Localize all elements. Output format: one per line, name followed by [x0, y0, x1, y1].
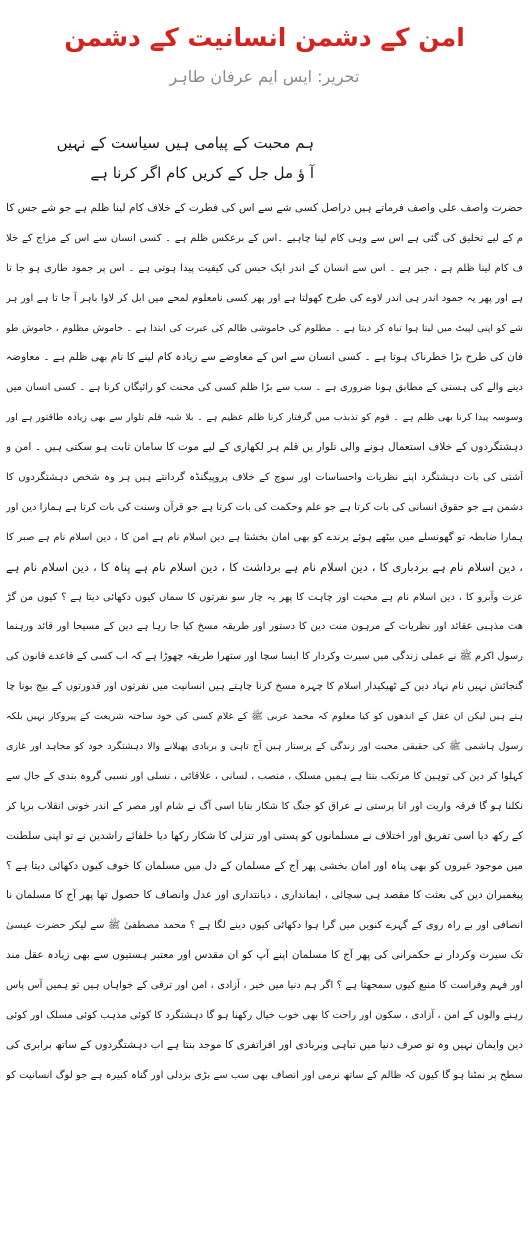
body-line: ھت مذہبی عقائد اور نظریات کے مرہون منت دین کا دستور اور طریقہ مسخ کیا جا رہا ہے دین کے مسیحا اور قائد ورہنما — [6, 621, 523, 633]
body-line: ہے اور پھر یہ جمود اندر ہی اندر لاوے کی طرح کھولتا ہے اور پھر کسی نامعلوم لمحے میں ابل کر لاوا باہر آ جا تا ہے اور ہر — [6, 292, 523, 304]
body-line: تک سیرت وکردار نے حکمرانی کی پھر آج کا مسلمان اپنے آپ کو ان مقدس اور معتبر ہستیوں سے بھی زیادہ عقل مند — [6, 949, 523, 962]
body-line: حضرت واصف علی واصف فرماتے ہیں دراصل کسی شے سے اس کی فطرت کے خلاف کام لینا ظلم ہے جو شے جس کا — [6, 202, 523, 214]
article-body — [6, 194, 523, 1091]
body-line: شے کو اپنی لپیٹ میں لیتا ہوا تباہ کر دیتا ہے ۔ مظلوم کی خاموشی ظالم کی عبرت کی ابتدا ہے ۔ خاموش مظلوم ، خاموش طو — [6, 322, 523, 334]
body-line: گنجائش نہیں نام نہاد دین کے ٹھیکیدار اسلام کا چہرہ مسخ کرنا چاہتے ہیں انسانیت میں نفرتوں اور قدورتوں کے بیج بونا چا — [6, 681, 523, 693]
body-line: ف کام لینا ظلم ہے ، جبر ہے ۔ اس سے انسان کے اندر ایک حبس کی کیفیت پیدا ہوتی ہے ۔ اس پر جمود طاری ہو جا تا — [6, 262, 523, 274]
body-line: ہمارا ضابطہ تو گھونسلے میں بیٹھے ہوئے پرندے کو بھی امان بخشتا ہے دین اسلام نام ہے امن کا ، دین اسلام نام ہے صبر کا — [6, 531, 523, 543]
body-line: دہشتگردوں کے خلاف استعمال ہونے والی تلوار یں قلم ہر لکھاری کے لیے موت کا سامان ثابت ہو سکتی ہیں ۔ امن و — [6, 441, 523, 454]
body-line: اور فہم وفراست کا منبع کیوں سمجھتا ہے ؟ اگر ہم دنیا میں خیر ، آزادی ، امن اور ترقی کے خواہاں ہیں تو ہمیں آس پاس — [6, 980, 523, 992]
body-line: رسول اکرم ﷺ نے عملی زندگی میں سیرت وکردار کا ایسا سچا اور ستھرا طریقہ چھوڑا ہے کہ اب کسی کے قاعدے قانون کی — [6, 651, 523, 663]
body-line: دشمن ہے جو حقوق انسانی کی بات کرتا ہے جو علم وحکمت کی بات کرتا ہے جو قرآن وسنت کی بات کرتا ہے ہمارا دین اور — [6, 501, 523, 513]
body-line: رسول ہاشمی ﷺ کی حقیقی محبت اور زندگی کے پرستار ہیں آج تاہی و بربادی پھیلانے والا دہشتگرد خود کو مجاہد اور غازی — [6, 741, 523, 753]
article-title: امن کے دشمن انسانیت کے دشمن — [64, 23, 465, 52]
body-line: ہتے ہیں لیکن ان عقل کے اندھوں کو کیا معلوم کہ محمد عربی ﷺ کے غلام کسی کی خود ساختہ شریعت کے پیروکار نہیں بلکہ — [6, 711, 523, 723]
body-line: فان کی طرح بڑا خطرناک ہوتا ہے ۔ کسی انسان سے اس کے معاوضے سے زیادہ کام لینے کا نام بھی ظلم ہے ۔ معاوضہ — [6, 351, 523, 364]
couplet-line-2: آ ؤ مل جل کے کریں کام اگر کرنا ہے — [90, 164, 314, 182]
body-line: میں موجود غیروں کو بھی پناہ اور امان بخشی پھر آج کے مسلمان کے دل میں مسلمان کا خوف کیوں دکھائی دیتا ہے ؟ — [6, 859, 523, 872]
body-line: کے رکھ دیا اسی تفریق اور اختلاف نے مسلمانوں کو پستی اور تنزلی کا شکار رکھا دیا خلفائے راشدین نے تو اپنی سلطنت — [6, 829, 523, 842]
body-line: انصافی اور بے راہ روی کے گہرے کنویں میں گرا ہوا دکھائی کیوں دینے لگا ہے ؟ محمد مصطفیٰ ﷺ سے لیکر حضرت عیسیٰ — [6, 920, 523, 932]
opening-couplet — [57, 128, 314, 188]
body-line: ، دین اسلام نام ہے بردباری کا ، دین اسلام نام ہے برداشت کا ، دین اسلام نام ہے پناہ کا ، دین اسلام نام ہے — [6, 559, 523, 574]
body-line: دینے والے کی ہستی کے مطابق ہونا ضروری ہے ۔ سب سے بڑا ظلم کسی کی محنت کو رائیگاں کرنا ہے ۔ کسی انسان میں — [6, 382, 523, 394]
body-line: وسوسہ پیدا کرنا بھی ظلم ہے ۔ قوم کو تذبذب میں گرفتار کرنا ظلم عظیم ہے ۔ بلا شبہ قلم تلوار سے بھی زیادہ طاقتور ہے اور — [6, 412, 523, 424]
body-line: رہنے والوں کے امن ، آزادی ، سکون اور راحت کا بھی خوب خیال رکھنا ہو گا دہشتگرد کا کوئی مذہب کوئی مسلک اور کوئی — [6, 1010, 523, 1022]
body-line: پیغمبران دین کی بعثت کا مقصد ہی سچائی ، ایمانداری ، دیانتداری اور عدل وانصاف کا حصول تھا پھر آج کا مسلمان نا — [6, 889, 523, 902]
body-line: نکلنا ہو گا فرقہ واریت اور انا پرستی نے عراق کو جنگ کا شکار بنایا اسی آگ نے شام اور مصر کے اندر خونی انقلاب برپا کر — [6, 800, 523, 812]
body-line: عزت وآبرو کا ، دین اسلام نام ہے محبت اور چاہت کا پھر یہ چار سو نفرتوں کا سماں کیوں دکھائی دیتا ہے ؟ کیوں من گڑ — [6, 591, 523, 603]
body-line: سطح پر نمٹنا ہو گا کیوں کہ ظالم کے ساتھ نرمی اور انصاف بھی سب سے بڑی بزدلی اور گناہ کبیرہ ہے جو لوگ انسانیت کو — [6, 1069, 523, 1081]
body-line: آشتی کی بات دہشتگرد اپنے نظریات واحساسات اور سوچ کے خلاف پروپیگنڈہ گردانتے ہیں ہر وہ شخص دہشتگردوں کا — [6, 472, 523, 484]
couplet-line-1: ہم محبت کے پیامی ہیں سیاست کے نہیں — [56, 134, 314, 152]
body-line: دین وایمان نہیں وہ تو صرف دنیا میں تباہی وبربادی اور افراتفری کا موجد بنتا ہے اب دہشتگردوں کے ساتھ برابری کی — [6, 1038, 523, 1051]
body-line: م کے لیے تخلیق کی گئی ہے اس سے وہی کام لینا چاہیے ۔اس کے برعکس ظلم ہے ۔ کسی انسان سے اس کے مزاج کے خلا — [6, 232, 523, 244]
body-line: کہلوا کر دین کی توہین کا مرتکب بنتا ہے ہمیں مسلک ، منصب ، لسانی ، علاقائی ، نسلی اور نسبی گروہ بندی کے جال سے — [6, 770, 523, 782]
article-byline: تحریر: ایس ایم عرفان طاہر — [169, 67, 360, 86]
